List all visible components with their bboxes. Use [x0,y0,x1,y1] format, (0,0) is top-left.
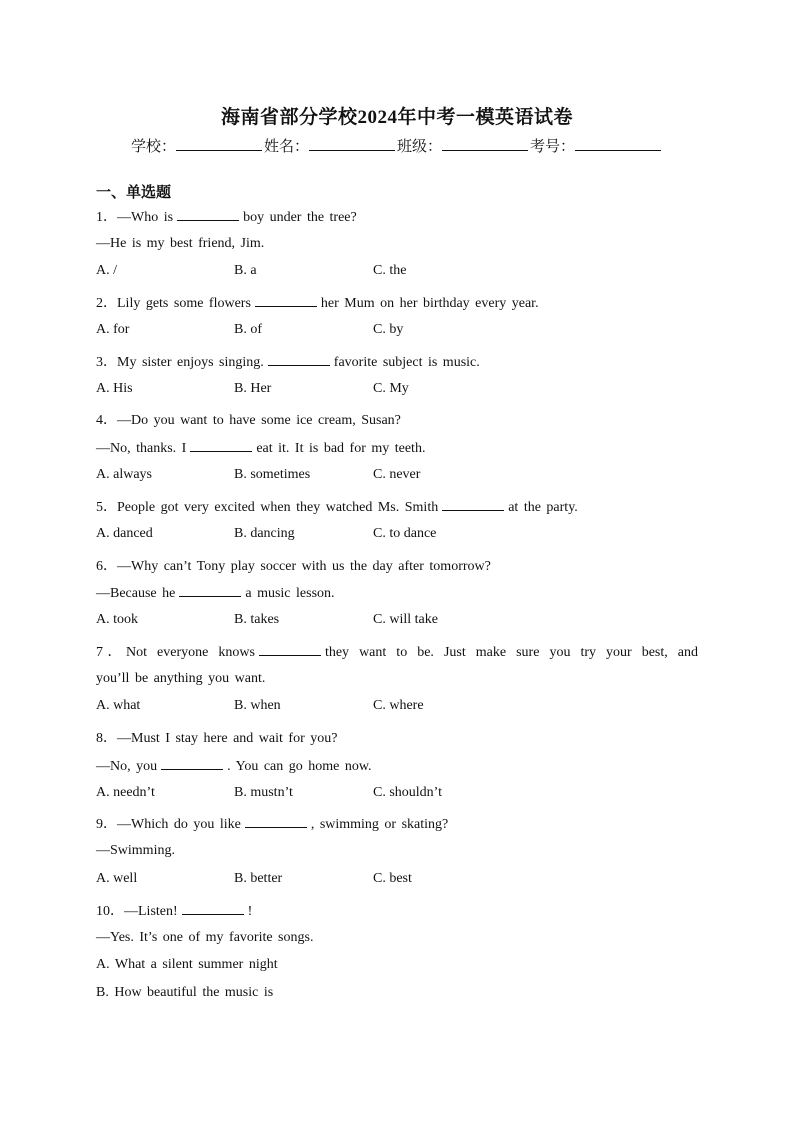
option-b[interactable]: B. mustn’t [234,785,293,800]
question-8-reply: —No, you . You can go home now. [96,759,372,774]
option-b[interactable]: B. when [234,698,281,713]
option-c[interactable]: C. by [373,322,404,337]
option-b[interactable]: B. a [234,263,257,278]
option-c[interactable]: C. My [373,381,409,396]
name-blank[interactable] [309,138,395,151]
question-6-stem: 6．—Why can’t Tony play soccer with us the day after tomorrow? [96,559,491,574]
school-label: 学校： [130,139,176,155]
option-a[interactable]: A. always [96,467,152,482]
option-b[interactable]: B. How beautiful the music is [96,985,274,1000]
option-a[interactable]: A. needn’t [96,785,155,800]
name-label: 姓名： [263,139,309,155]
question-8-stem: 8．—Must I stay here and wait for you? [96,731,338,746]
answer-blank [161,757,223,770]
option-c[interactable]: C. best [373,871,412,886]
question-4-stem: 4．—Do you want to have some ice cream, Susan? [96,413,401,428]
question-9-reply: —Swimming. [96,843,175,858]
option-b[interactable]: B. better [234,871,283,886]
section-heading: 一、单选题 [96,185,172,201]
option-c[interactable]: C. never [373,467,421,482]
answer-blank [182,902,244,915]
option-a[interactable]: A. What a silent summer night [96,957,278,972]
answer-blank [268,353,330,366]
answer-blank [442,498,504,511]
answer-blank [179,584,241,597]
question-10-reply: —Yes. It’s one of my favorite songs. [96,930,314,945]
option-c[interactable]: C. the [373,263,407,278]
option-a[interactable]: A. what [96,698,141,713]
option-c[interactable]: C. to dance [373,526,437,541]
school-blank[interactable] [176,138,262,151]
question-1-reply: —He is my best friend, Jim. [96,236,265,251]
option-b[interactable]: B. sometimes [234,467,311,482]
class-label: 班级： [397,139,443,155]
option-b[interactable]: B. of [234,322,262,337]
option-b[interactable]: B. takes [234,612,280,627]
answer-blank [177,208,239,221]
question-7-stem: 7．Not everyone knows they want to be. Just make sure you try your best, and [96,645,698,660]
answer-blank [245,815,307,828]
answer-blank [255,294,317,307]
option-b[interactable]: B. dancing [234,526,295,541]
class-blank[interactable] [442,138,528,151]
question-10-stem: 10．—Listen! ! [96,904,253,919]
question-5-stem: 5．People got very excited when they watched Ms. Smith at the party. [96,500,578,515]
option-c[interactable]: C. where [373,698,424,713]
option-a[interactable]: A. His [96,381,133,396]
option-a[interactable]: A. well [96,871,138,886]
number-blank[interactable] [575,138,661,151]
option-a[interactable]: A. took [96,612,138,627]
question-9-stem: 9．—Which do you like , swimming or skating? [96,817,449,832]
answer-blank [190,439,252,452]
question-3-stem: 3．My sister enjoys singing. favorite subject is music. [96,355,480,370]
question-7-continuation: you’ll be anything you want. [96,671,266,686]
student-info-line [0,135,794,156]
question-6-reply: —Because he a music lesson. [96,586,335,601]
option-c[interactable]: C. shouldn’t [373,785,442,800]
number-label: 考号： [530,139,576,155]
question-2-stem: 2．Lily gets some flowers her Mum on her birthday every year. [96,296,539,311]
question-4-reply: —No, thanks. I eat it. It is bad for my teeth. [96,441,426,456]
option-c[interactable]: C. will take [373,612,438,627]
option-b[interactable]: B. Her [234,381,272,396]
option-a[interactable]: A. / [96,263,117,278]
page-title: 海南省部分学校2024年中考一模英语试卷 [220,107,573,128]
question-1-stem: 1．—Who is boy under the tree? [96,210,357,225]
option-a[interactable]: A. for [96,322,130,337]
answer-blank [259,643,321,656]
option-a[interactable]: A. danced [96,526,153,541]
